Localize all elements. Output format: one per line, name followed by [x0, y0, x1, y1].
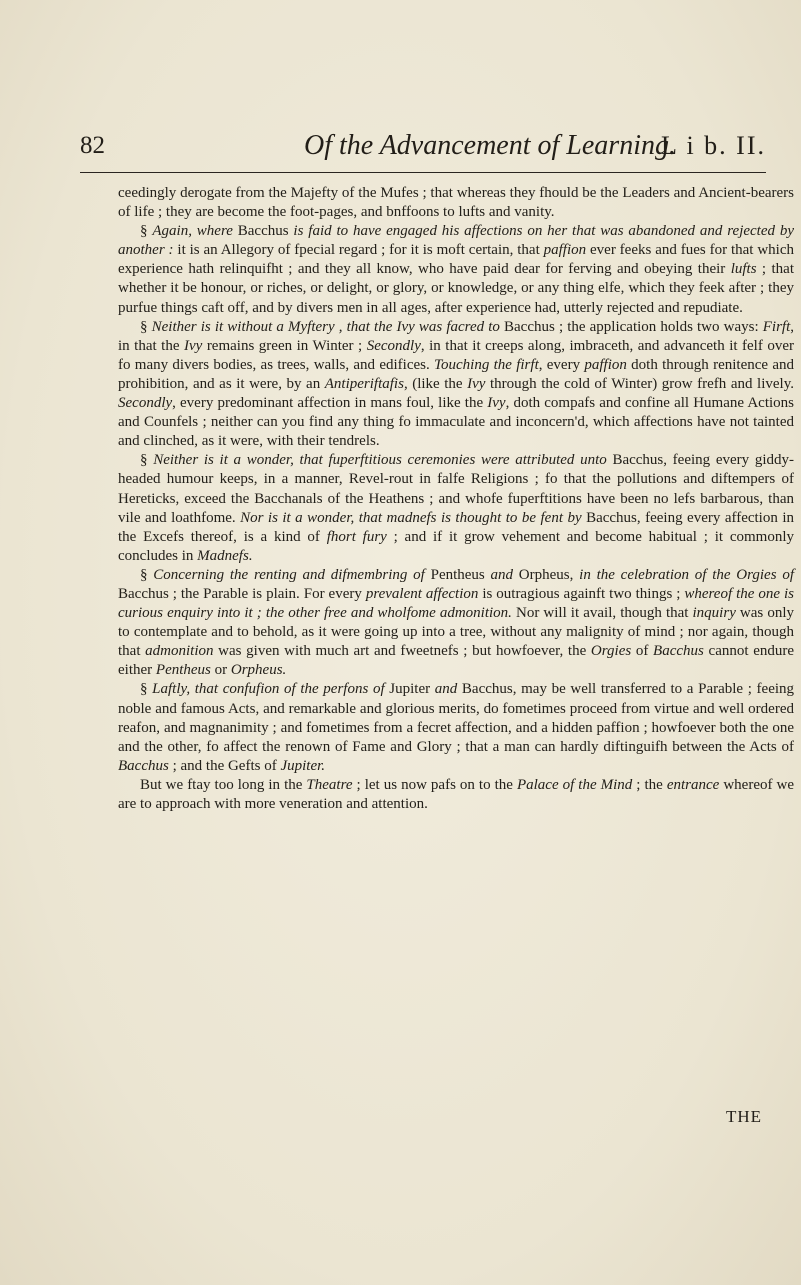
- text-run: §: [140, 452, 154, 469]
- italic-run: Theatre: [306, 776, 353, 793]
- italic-run: Ivy: [184, 337, 203, 354]
- text-run: But we ftay too long in the: [140, 776, 307, 793]
- text-run: §: [140, 318, 152, 335]
- text-run: whereof we are to approach with more veneration and attention.: [118, 776, 794, 812]
- text-run: remains green in Winter ;: [202, 337, 367, 354]
- text-run: Bacchus ; the Parable is plain. For every: [118, 585, 366, 602]
- italic-run: Again, where: [152, 223, 238, 240]
- italic-run: and: [490, 566, 514, 583]
- text-run: was only to contemplate and to behold, as it were going up into a tree, without any malignity of mind ; nor again, though that: [118, 605, 795, 660]
- italic-run: Firft: [762, 318, 791, 335]
- italic-run: inquiry: [692, 605, 736, 622]
- paragraph: [118, 222, 794, 317]
- text-run: of: [631, 643, 654, 660]
- italic-run: Ivy: [467, 375, 486, 392]
- text-run: Bacchus, feeing every affection in the Excefs thereof, is a kind of: [118, 509, 794, 545]
- text-run: ; let us now pafs on to the: [352, 776, 517, 793]
- text-run: ceedingly derogate from the Majefty of the Mufes ; that whereas they fhould be the Leaders and Ancient-bearers of life ; they are become the foot-pages, and bnffoons to lufts and vanity.: [118, 185, 794, 221]
- text-run: is outragious againft two things ;: [478, 585, 685, 602]
- italic-run: and: [434, 681, 458, 698]
- text-run: ; and the Gefts of: [168, 757, 281, 774]
- italic-run: prevalent affection: [365, 585, 479, 602]
- italic-run: Orpheus.: [230, 662, 287, 679]
- italic-run: Madnefs.: [197, 547, 253, 564]
- text-run: was given with much art and fweetnefs ; but howfoever, the: [213, 643, 591, 660]
- italic-run: Laftly, that confufion of the perfons of: [152, 681, 390, 698]
- italic-run: paffion: [584, 356, 627, 373]
- italic-run: Secondly: [366, 337, 421, 354]
- italic-run: Touching the firft: [434, 356, 539, 373]
- text-run: , every predominant affection in mans foul, like the: [172, 395, 488, 412]
- text-run: Nor will it avail, though that: [511, 605, 693, 622]
- text-run: , doth compafs and confine all Humane Actions and Counfels ; neither can you find any thing fo immaculate and inconcern'd, which affections have not tainted and clinched, as it were, with their tendrels.: [118, 395, 794, 450]
- italic-run: Neither is it without a Myftery , that the Ivy was facred to: [151, 318, 505, 335]
- italic-run: in the celebration of the Orgies of: [579, 566, 794, 583]
- text-run: ; that whether it be honour, or riches, or delight, or glory, or knowledge, or any thing elfe, which they feek after ; they purfue things caft off, and by divers men in all ages, after experience had, utterly rejected and repudiate.: [118, 261, 794, 316]
- paragraph: [118, 184, 794, 222]
- italic-run: paffion: [543, 242, 587, 259]
- italic-run: fhort fury: [326, 528, 387, 545]
- text-run: , in that it creeps along, imbraceth, and advanceth it felf over fo many divers bodies, as trees, walls, and edifices.: [118, 337, 794, 373]
- text-run: , every: [538, 356, 585, 373]
- italic-run: Bacchus: [653, 643, 704, 660]
- italic-run: Antiperiftafis: [324, 375, 404, 392]
- italic-run: Concerning the renting and difmembring of: [153, 566, 431, 583]
- italic-run: Neither is it a wonder, that fuperftitious ceremonies were attributed unto: [153, 452, 613, 469]
- page-header: [80, 132, 766, 173]
- paragraph: [118, 451, 794, 566]
- page-number: 82: [80, 132, 105, 159]
- italic-run: Secondly: [118, 395, 173, 412]
- italic-run: entrance: [666, 776, 720, 793]
- text-run: §: [140, 223, 153, 240]
- italic-run: Orgies: [590, 643, 632, 660]
- text-run: , in that the: [118, 318, 794, 354]
- italic-run: Nor is it a wonder, that madnefs is thought to be fent by: [240, 509, 587, 526]
- text-run: cannot endure either: [118, 643, 795, 679]
- text-run: Pentheus: [430, 566, 491, 583]
- italic-run: Palace of the Mind: [516, 776, 633, 793]
- text-run: it is an Allegory of fpecial regard ; for it is moft certain, that: [177, 242, 544, 259]
- italic-run: Ivy: [487, 395, 506, 412]
- text-run: §: [140, 566, 154, 583]
- text-run: Orpheus,: [513, 566, 580, 583]
- text-run: , (like the: [403, 375, 468, 392]
- text-run: through the cold of Winter) grow frefh and lively.: [485, 375, 794, 392]
- text-run: doth through renitence and prohibition, and as it were, by an: [118, 356, 794, 392]
- text-run: or: [210, 662, 231, 679]
- italic-run: is faid to have engaged his affections on her that was abandoned and rejected by another :: [118, 223, 795, 259]
- italic-run: lufts: [730, 261, 757, 278]
- book-number: L i b. II.: [661, 131, 766, 160]
- text-run: Jupiter: [389, 681, 435, 698]
- italic-run: Bacchus: [118, 757, 169, 774]
- text-run: §: [140, 681, 153, 698]
- catchword: THE: [726, 1107, 763, 1126]
- text-run: ; the: [632, 776, 667, 793]
- paragraph: [118, 680, 794, 775]
- paragraph: [118, 566, 794, 681]
- text-run: Bacchus, feeing every giddy-headed humour keeps, in a manner, Revel-rout in falfe Religions ; fo that the pollutions and diftempers of Hereticks, exceed the Bacchanals of the Heathens ; and whofe fuperftitions have been no lefs barbarous, than vile and loathfome.: [118, 452, 794, 526]
- italic-run: Jupiter.: [280, 757, 326, 774]
- paragraph: [118, 318, 794, 452]
- running-title: Of the Advancement of Learning.: [304, 130, 676, 161]
- italic-run: whereof the one is curious enquiry into it ; the other free and wholfome admonition.: [118, 585, 794, 622]
- paragraph: [118, 776, 794, 814]
- text-run: Bacchus ; the application holds two ways:: [504, 318, 763, 335]
- italic-run: Pentheus: [155, 662, 211, 679]
- italic-run: admonition: [145, 643, 214, 660]
- text-run: Bacchus: [237, 223, 289, 240]
- body-text: [118, 184, 794, 814]
- text-run: ever feeks and fues for that which experience hath relinquifht ; and they all know, who have paid dear for ferving and obeying their: [118, 242, 794, 278]
- text-run: Bacchus, may be well transferred to a Parable ; feeing noble and famous Acts, and remarkable and glorious merits, do fometimes proceed from virtue and well ordered reafon, and magnanimity ; and fometimes from a fecret affection, and a hidden paffion ; howfoever both the one and the other, fo affect the renown of Fame and Glory ; that a man can hardly diftinguifh between the Acts of: [118, 681, 795, 755]
- text-run: ; and if it grow vehement and become habitual ; it commonly concludes in: [118, 528, 794, 564]
